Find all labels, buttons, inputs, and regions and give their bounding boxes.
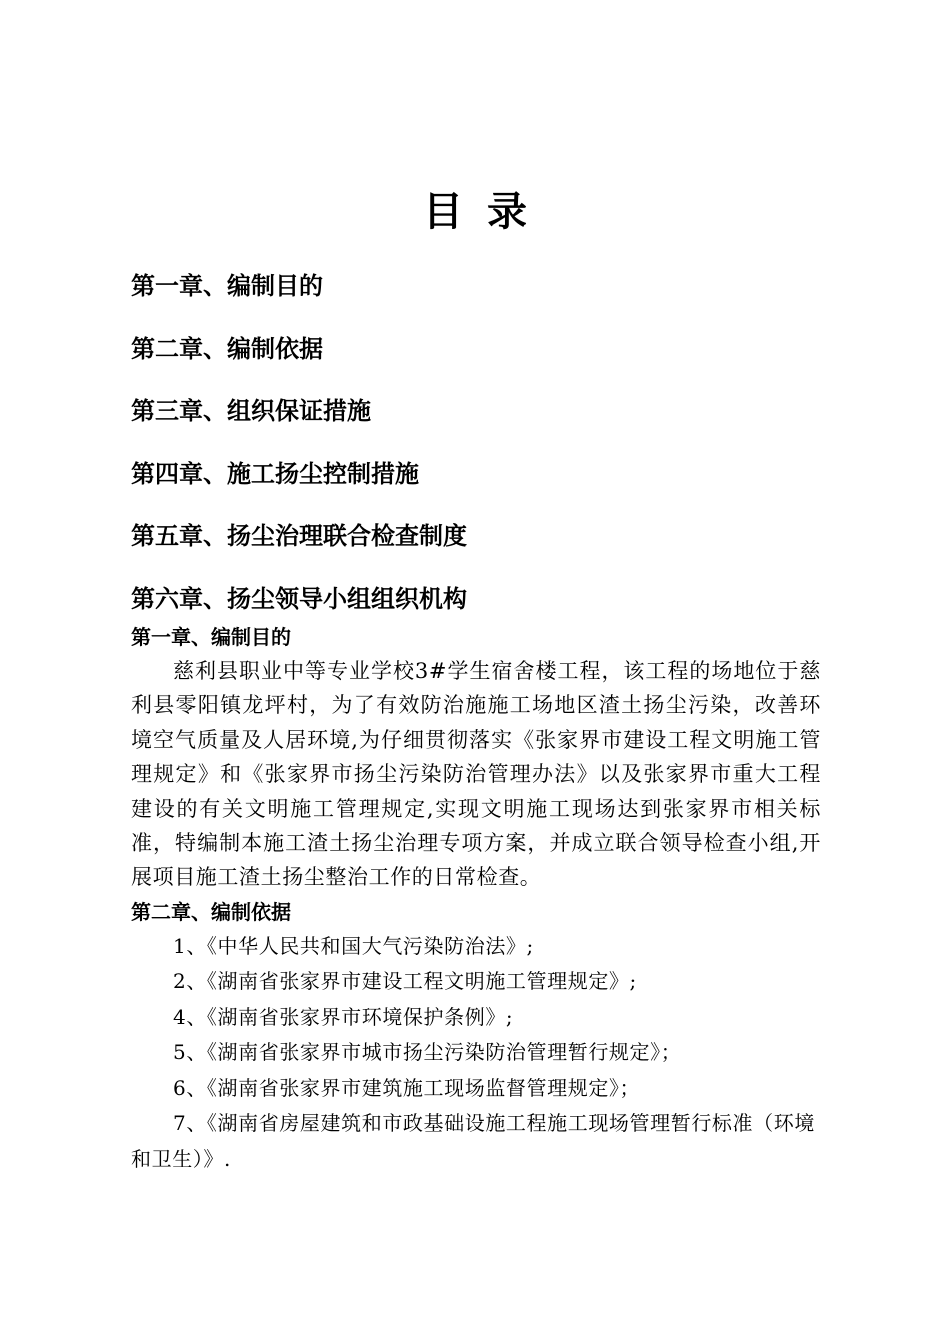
reference-item: 4、《湖南省张家界市环境保护条例》;	[173, 1004, 514, 1029]
reference-item: 7、《湖南省房屋建筑和市政基础设施工程施工现场管理暂行标准（环境和卫生）》.	[131, 1111, 815, 1171]
chapter-2-heading: 第二章、编制依据	[131, 899, 291, 924]
toc-title: 目录	[423, 189, 551, 235]
toc-item-chapter-4[interactable]: 第四章、施工扬尘控制措施	[131, 459, 419, 488]
document-body	[131, 620, 821, 1177]
toc-item-chapter-5[interactable]: 第五章、扬尘治理联合检查制度	[131, 522, 467, 550]
toc-item-chapter-3[interactable]: 第三章、组织保证措施	[131, 397, 371, 425]
reference-item: 1、《中华人民共和国大气污染防治法》;	[173, 933, 534, 958]
toc-list	[131, 268, 467, 643]
reference-list	[131, 929, 821, 1178]
toc-item-chapter-6[interactable]: 第六章、扬尘领导小组组织机构	[131, 584, 467, 613]
chapter-1-heading: 第一章、编制目的	[131, 625, 291, 649]
toc-item-chapter-2[interactable]: 第二章、编制依据	[131, 334, 323, 363]
reference-item: 6、《湖南省张家界市建筑施工现场监督管理规定》；	[173, 1075, 641, 1100]
toc-item-chapter-1[interactable]: 第一章、编制目的	[131, 272, 323, 300]
reference-item: 2、《湖南省张家界市建设工程文明施工管理规定》;	[173, 969, 637, 994]
chapter-1-paragraph: 慈利县职业中等专业学校3#学生宿舍楼工程，该工程的场地位于慈利县零阳镇龙坪村，为了有效防治施施工场地区渣土扬尘污染，改善环境空气质量及人居环境,为仔细贯彻落实《张家界市建设工程文明施工管理规定》和《张家界市扬尘污染防治管理办法》以及张家界市重大工程建设的有关文明施工管理规定,实现文明施工现场达到张家界市相关标准，特编制本施工渣土扬尘治理专项方案，并成立联合领导检查小组,开展项目施工渣土扬尘整治工作的日常检查。	[131, 659, 821, 890]
reference-item: 5、《湖南省张家界市城市扬尘污染防治管理暂行规定》；	[173, 1040, 682, 1065]
